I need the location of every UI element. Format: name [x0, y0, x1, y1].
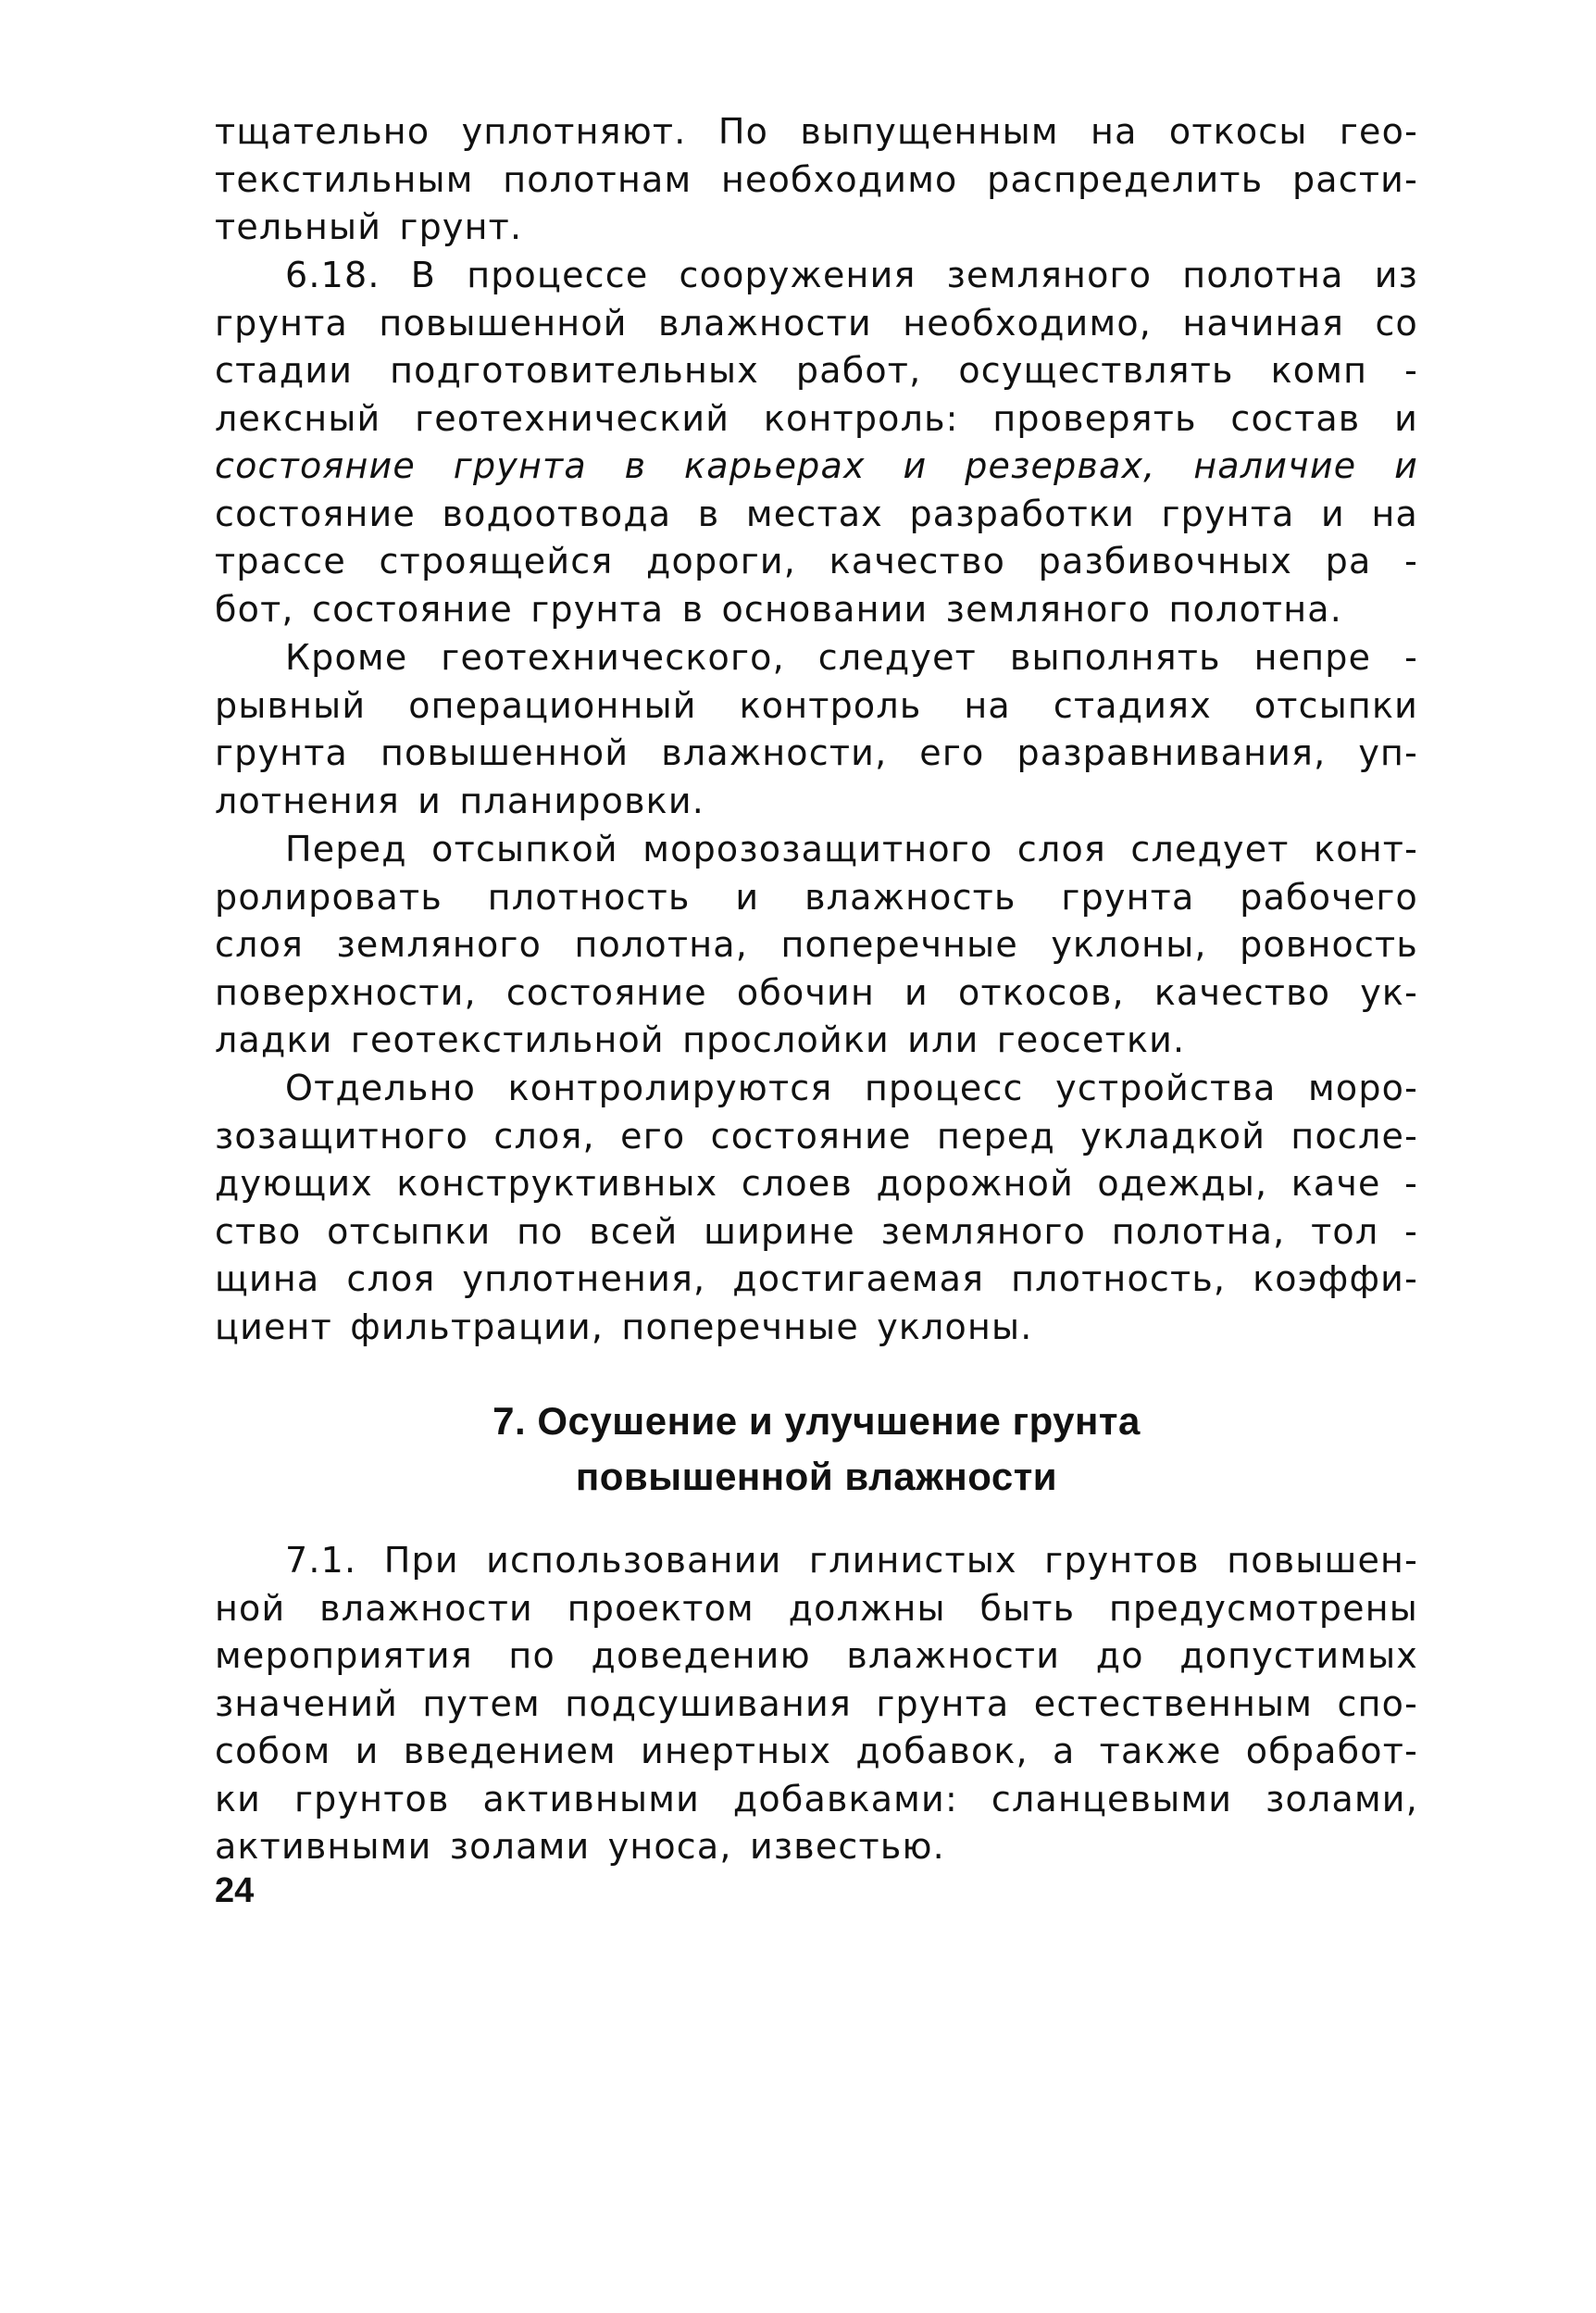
section-heading: [215, 1394, 1418, 1505]
text-line: лотнения и планировки.: [215, 780, 705, 821]
paragraph-6-18: [215, 252, 1418, 633]
text-line: активными золами уноса, известью.: [215, 1826, 945, 1867]
text-line: состояние водоотвода в местах разработки грунта и на: [215, 493, 1418, 534]
text-line: ладки геотекстильной прослойки или геосетки.: [215, 1019, 1186, 1060]
text-line: ки грунтов активными добавками: сланцевыми золами,: [215, 1778, 1418, 1819]
text-line: тщательно уплотняют. По выпущенным на откосы гео-: [215, 111, 1418, 152]
text-line: ной влажности проектом должны быть предусмотрены: [215, 1587, 1418, 1629]
text-line: поверхности, состояние обочин и откосов, качество ук-: [215, 971, 1418, 1013]
text-line: лексный геотехнический контроль: проверять состав и: [215, 397, 1418, 439]
text-line: значений путем подсушивания грунта естественным спо-: [215, 1682, 1418, 1724]
section-heading-line: 7. Осушение и улучшение грунта: [493, 1399, 1141, 1443]
section-heading-line: повышенной влажности: [575, 1455, 1058, 1498]
text-line: дующих конструктивных слоев дорожной одежды, каче -: [215, 1163, 1418, 1204]
text-line: ство отсыпки по всей ширине земляного полотна, тол -: [215, 1210, 1418, 1252]
text-line: собом и введением инертных добавок, а также обработ-: [215, 1731, 1418, 1771]
text-line: слоя земляного полотна, поперечные уклоны, ровность: [215, 924, 1418, 965]
text-line: мероприятия по доведению влажности до допустимых: [215, 1635, 1418, 1676]
text-line: грунта повышенной влажности необходимо, начиная со: [215, 302, 1418, 344]
text-line: Отдельно контролируются процесс устройства моро-: [285, 1068, 1418, 1108]
text-line: состояние грунта в карьерах и резервах, наличие и: [215, 445, 1418, 486]
text-line: грунта повышенной влажности, его разравнивания, уп-: [215, 732, 1418, 773]
text-line: Перед отсыпкой морозозащитного слоя следует конт-: [285, 829, 1418, 869]
paragraph-7-1: [215, 1537, 1418, 1871]
text-line: щина слоя уплотнения, достигаемая плотность, коэффи-: [215, 1258, 1418, 1299]
text-line: текстильным полотнам необходимо распределить расти-: [215, 158, 1418, 200]
text-line: ролировать плотность и влажность грунта рабочего: [215, 876, 1418, 918]
text-line: тельный грунт.: [215, 206, 523, 247]
paragraph-separately-controlled: [215, 1065, 1418, 1351]
text-line: стадии подготовительных работ, осуществлять комп -: [215, 350, 1418, 391]
text-line: циент фильтрации, поперечные уклоны.: [215, 1306, 1033, 1347]
paragraph-continuation: [215, 108, 1418, 252]
text-line: Кроме геотехнического, следует выполнять непре -: [285, 637, 1418, 678]
text-line: трассе строящейся дороги, качество разбивочных ра -: [215, 541, 1418, 581]
text-line: зозащитного слоя, его состояние перед укладкой после-: [215, 1115, 1418, 1156]
paragraph-operational-control: [215, 634, 1418, 825]
text-line: 7.1. При использовании глинистых грунтов повышен-: [285, 1540, 1418, 1581]
paragraph-before-fill: [215, 826, 1418, 1065]
page-number: 24: [215, 1871, 255, 1910]
text-line: бот, состояние грунта в основании земляного полотна.: [215, 588, 1343, 630]
text-line: рывный операционный контроль на стадиях отсыпки: [215, 684, 1418, 726]
text-line: 6.18. В процессе сооружения земляного полотна из: [285, 255, 1418, 295]
